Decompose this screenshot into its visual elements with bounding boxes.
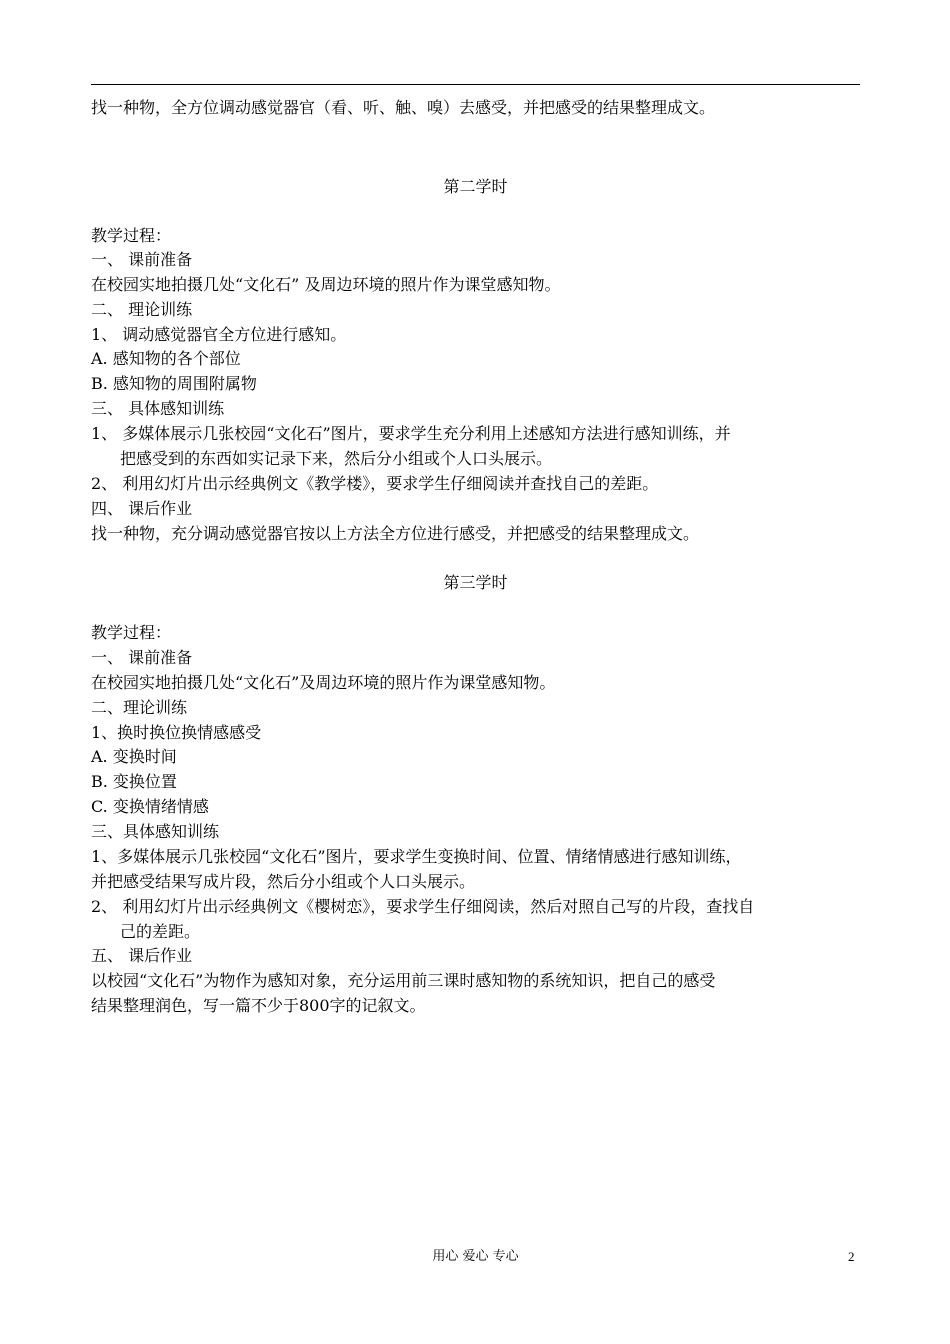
lesson2-line: 2、 利用幻灯片出示经典例文《教学楼》，要求学生仔细阅读并查找自己的差距。	[91, 474, 659, 493]
lesson3-line: 以校园“文化石”为物作为感知对象，充分运用前三课时感知物的系统知识，把自己的感受	[91, 971, 716, 990]
lesson3-line: 结果整理润色，写一篇不少于800字的记叙文。	[91, 996, 426, 1015]
lesson3-line: 己的差距。	[120, 922, 201, 941]
lesson3-line: C. 变换情绪情感	[91, 797, 209, 816]
lesson2-line: A. 感知物的各个部位	[91, 349, 241, 368]
top-line: 找一种物，全方位调动感觉器官（看、听、触、嗅）去感受，并把感受的结果整理成文。	[91, 98, 716, 117]
lesson3-line: 二、理论训练	[91, 698, 188, 717]
lesson3-line: 在校园实地拍摄几处“文化石”及周边环境的照片作为课堂感知物。	[91, 673, 556, 692]
lesson2-line: 1、 多媒体展示几张校园“文化石”图片，要求学生充分利用上述感知方法进行感知训练，并	[91, 424, 731, 443]
lesson3-line: 并把感受结果写成片段，然后分小组或个人口头展示。	[91, 872, 476, 891]
lesson2-line: 一、 课前准备	[91, 250, 193, 269]
lesson2-heading: 第二学时	[443, 177, 508, 196]
lesson3-line: 一、 课前准备	[91, 648, 193, 667]
lesson2-line: B. 感知物的周围附属物	[91, 374, 257, 393]
lesson2-line: 三、 具体感知训练	[91, 399, 225, 418]
lesson3-line: 2、 利用幻灯片出示经典例文《樱树恋》，要求学生仔细阅读，然后对照自己写的片段，查找自	[91, 897, 755, 916]
lesson3-line: 1、换时换位换情感感受	[91, 723, 262, 742]
lesson3-line: 教学过程：	[91, 623, 172, 642]
header-rule	[91, 84, 860, 85]
page-number: 2	[848, 1249, 855, 1264]
lesson2-line: 四、 课后作业	[91, 499, 193, 518]
lesson3-line: 五、 课后作业	[91, 946, 193, 965]
lesson3-line: A. 变换时间	[91, 747, 177, 766]
lesson2-line: 把感受到的东西如实记录下来，然后分小组或个人口头展示。	[120, 449, 553, 468]
lesson2-line: 二、 理论训练	[91, 300, 193, 319]
lesson3-line: B. 变换位置	[91, 772, 177, 791]
lesson3-line: 三、具体感知训练	[91, 822, 220, 841]
lesson2-line: 1、 调动感觉器官全方位进行感知。	[91, 325, 347, 344]
lesson2-line: 教学过程：	[91, 226, 172, 245]
lesson3-heading: 第三学时	[443, 573, 508, 592]
lesson2-line: 在校园实地拍摄几处“文化石” 及周边环境的照片作为课堂感知物。	[91, 275, 561, 294]
lesson3-line: 1、多媒体展示几张校园“文化石”图片，要求学生变换时间、位置、情绪情感进行感知训练，	[91, 847, 742, 866]
lesson2-line: 找一种物，充分调动感觉器官按以上方法全方位进行感受，并把感受的结果整理成文。	[91, 524, 700, 543]
page-footer: 用心 爱心 专心	[432, 1249, 519, 1264]
